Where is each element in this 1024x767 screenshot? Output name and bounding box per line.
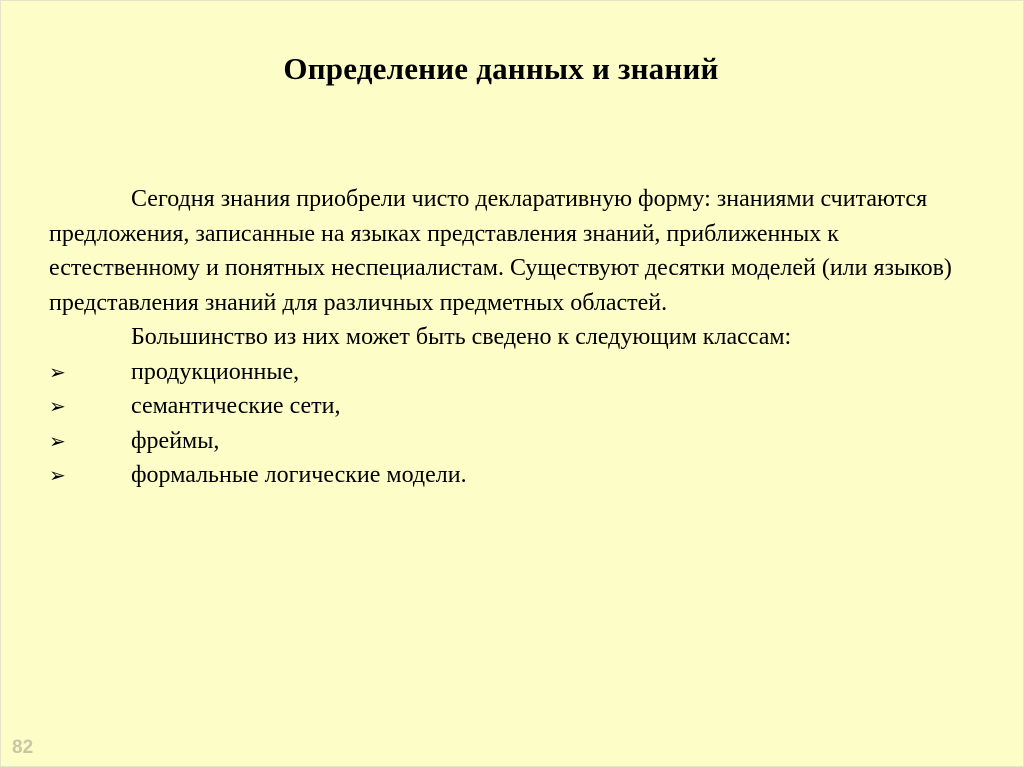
list-item [49,424,979,459]
slide-body [49,182,979,493]
arrowhead-bullet-icon: ➢ [49,428,66,453]
list-item [49,355,979,390]
arrowhead-bullet-icon: ➢ [49,463,66,487]
list-item-text: формальные логические модели. [131,462,467,488]
page-number: 82 [12,737,34,758]
arrowhead-bullet-icon: ➢ [49,359,66,384]
paragraph-classes: Большинство из них может быть сведено к следующим классам: [131,324,792,350]
arrowhead-bullet-icon: ➢ [49,394,66,418]
list-item [49,389,979,424]
slide-title: Определение данных и знаний [283,51,719,86]
list-item-text: фреймы, [131,427,220,454]
list-item [49,458,979,493]
list-item-text: продукционные, [131,358,300,385]
paragraph-intro: Сегодня знания приобрели чисто декларативную форму: знаниями считаются предложения, записанные на языках представления знаний, приближенных к естественному и понятных неспециалистам. Существуют десятки моделей (или языков) представления знаний для различных предметных областей. [49,186,952,316]
knowledge-model-list [49,355,979,493]
list-item-text: семантические сети, [131,393,341,419]
